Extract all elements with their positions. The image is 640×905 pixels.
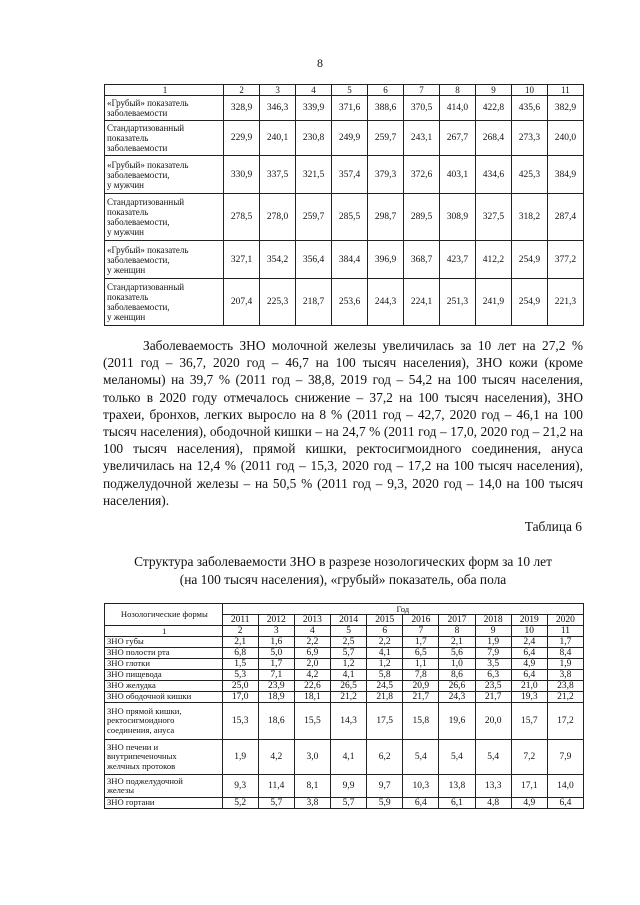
column-number-cell: 6	[368, 85, 404, 96]
row-label-line: заболеваемости	[107, 143, 168, 153]
value-cell: 207,4	[224, 279, 260, 326]
value-cell: 21,2	[547, 692, 583, 703]
value-cell: 20,9	[403, 681, 439, 692]
row-label-line: заболеваемости,	[107, 254, 170, 265]
value-cell: 5,7	[331, 798, 367, 809]
value-cell: 23,9	[258, 681, 294, 692]
row-label-line: заболеваемости,	[107, 169, 170, 180]
value-cell: 4,8	[475, 798, 511, 809]
row-label	[105, 194, 224, 241]
header-row	[105, 604, 584, 615]
value-cell: 285,5	[332, 194, 368, 241]
form-label	[105, 692, 223, 703]
value-cell: 1,7	[403, 637, 439, 648]
value-cell: 254,9	[511, 241, 547, 279]
year-cell: 2013	[294, 615, 330, 626]
row-label	[105, 96, 224, 121]
value-cell: 21,8	[367, 692, 403, 703]
value-cell: 5,6	[439, 648, 475, 659]
value-cell: 230,8	[296, 121, 332, 156]
table-row	[105, 121, 584, 156]
column-number-cell: 10	[511, 626, 547, 637]
column-number-cell: 3	[260, 85, 296, 96]
value-cell: 2,4	[511, 637, 547, 648]
value-cell: 1,7	[547, 637, 583, 648]
value-cell: 354,2	[260, 241, 296, 279]
value-cell: 339,9	[296, 96, 332, 121]
year-cell: 2016	[403, 615, 439, 626]
year-cell: 2012	[258, 615, 294, 626]
paragraph-text: Заболеваемость ЗНО молочной железы увеличилась за 10 лет на 27,2 % (2011 год – 36,7, 2020 год – 46,7 на 100 тысяч населения), ЗНО кожи (кроме меланомы) на 39,7 % (2011 год – 38,8, 2019 год – 54,2 на 100 тысяч населения, только в 2020 году отмечалось снижение – 37,2 на 100 тысяч населения), ЗНО трахеи, бронхов, легких выросло на 8 % (2011 год – 42,7, 2020 год – 46,1 на 100 тысяч населения), ободочной кишки – на 24,7 % (2011 год – 17,0, 2020 год – 21,2 на 100 тысяч населения), прямой кишки, ректосигмоидного соединения, ануса увеличилась на 12,4 % (2011 год – 15,3, 2020 год – 17,2 на 100 тысяч населения), поджелудочной железы – на 50,5 % (2011 год – 9,3, 2020 год – 14,0 на 100 тысяч населения).	[103, 338, 583, 508]
row-label-line: ЗНО ободочной кишки	[107, 691, 192, 702]
column-number-cell: 2	[222, 626, 258, 637]
value-cell: 221,3	[547, 279, 583, 326]
row-label-line: ЗНО губы	[107, 636, 144, 647]
value-cell: 17,5	[367, 703, 403, 740]
form-label	[105, 703, 223, 740]
value-cell: 17,1	[511, 775, 547, 798]
row-label-line: ЗНО печени и	[107, 741, 159, 752]
header-row	[105, 85, 584, 96]
value-cell: 434,6	[475, 156, 511, 194]
value-cell: 267,7	[440, 121, 476, 156]
value-cell: 289,5	[404, 194, 440, 241]
value-cell: 425,3	[511, 156, 547, 194]
value-cell: 4,1	[331, 670, 367, 681]
row-label-line: ЗНО желудка	[107, 680, 156, 691]
value-cell: 382,9	[547, 96, 583, 121]
value-cell: 14,0	[547, 775, 583, 798]
form-label	[105, 648, 223, 659]
value-cell: 1,9	[222, 740, 258, 775]
value-cell: 5,0	[258, 648, 294, 659]
row-label-line: Стандартизованный	[107, 197, 185, 207]
value-cell: 229,9	[224, 121, 260, 156]
value-cell: 10,3	[403, 775, 439, 798]
value-cell: 423,7	[440, 241, 476, 279]
value-cell: 14,3	[331, 703, 367, 740]
value-cell: 8,6	[439, 670, 475, 681]
value-cell: 18,6	[258, 703, 294, 740]
value-cell: 19,6	[439, 703, 475, 740]
value-cell: 259,7	[296, 194, 332, 241]
row-label-line: ЗНО прямой кишки,	[107, 705, 182, 716]
row-label-line: Стандартизованный	[107, 282, 185, 292]
value-cell: 253,6	[332, 279, 368, 326]
table-row	[105, 703, 584, 740]
value-cell: 22,6	[294, 681, 330, 692]
form-label	[105, 637, 223, 648]
value-cell: 21,7	[475, 692, 511, 703]
value-cell: 7,1	[258, 670, 294, 681]
value-cell: 2,1	[439, 637, 475, 648]
value-cell: 2,2	[367, 637, 403, 648]
row-label-line: показатель	[107, 133, 149, 143]
value-cell: 4,1	[367, 648, 403, 659]
value-cell: 278,0	[260, 194, 296, 241]
value-cell: 17,0	[222, 692, 258, 703]
table-row	[105, 648, 584, 659]
value-cell: 23,5	[475, 681, 511, 692]
value-cell: 370,5	[404, 96, 440, 121]
value-cell: 6,2	[367, 740, 403, 775]
value-cell: 244,3	[368, 279, 404, 326]
value-cell: 337,5	[260, 156, 296, 194]
value-cell: 4,1	[331, 740, 367, 775]
value-cell: 327,5	[475, 194, 511, 241]
row-label-line: ЗНО пищевода	[107, 669, 162, 680]
value-cell: 5,4	[403, 740, 439, 775]
value-cell: 287,4	[547, 194, 583, 241]
column-number-cell: 1	[105, 626, 223, 637]
row-label-line: у мужчин	[107, 227, 144, 237]
value-cell: 24,3	[439, 692, 475, 703]
row-label-line: у женщин	[107, 264, 146, 275]
value-cell: 1,6	[258, 637, 294, 648]
value-cell: 240,0	[547, 121, 583, 156]
value-cell: 6,1	[439, 798, 475, 809]
value-cell: 21,7	[403, 692, 439, 703]
column-number-cell: 7	[404, 85, 440, 96]
column-number-cell: 11	[547, 626, 583, 637]
table-title-line-1: Структура заболеваемости ЗНО в разрезе нозологических форм за 10 лет	[134, 554, 552, 569]
year-cell: 2014	[331, 615, 367, 626]
column-number-cell: 9	[475, 85, 511, 96]
row-label-line: показатель	[107, 207, 149, 217]
value-cell: 357,4	[332, 156, 368, 194]
value-cell: 435,6	[511, 96, 547, 121]
value-cell: 6,5	[403, 648, 439, 659]
value-cell: 2,0	[294, 659, 330, 670]
column-number-cell: 1	[105, 85, 224, 96]
value-cell: 412,2	[475, 241, 511, 279]
value-cell: 6,9	[294, 648, 330, 659]
row-label-line: заболеваемости,	[107, 302, 170, 312]
value-cell: 1,0	[439, 659, 475, 670]
incidence-rates-table	[104, 84, 584, 326]
value-cell: 20,0	[475, 703, 511, 740]
value-cell: 327,1	[224, 241, 260, 279]
value-cell: 9,3	[222, 775, 258, 798]
table-row	[105, 670, 584, 681]
nosological-forms-table	[104, 603, 584, 809]
value-cell: 7,9	[547, 740, 583, 775]
row-label-line: ректосигмоидного	[107, 715, 175, 726]
value-cell: 8,4	[547, 648, 583, 659]
value-cell: 1,9	[547, 659, 583, 670]
value-cell: 2,1	[222, 637, 258, 648]
column-number-cell: 8	[440, 85, 476, 96]
value-cell: 3,5	[475, 659, 511, 670]
row-label-line: ЗНО гортани	[107, 797, 155, 808]
value-cell: 1,5	[222, 659, 258, 670]
value-cell: 308,9	[440, 194, 476, 241]
form-label	[105, 775, 223, 798]
value-cell: 15,3	[222, 703, 258, 740]
value-cell: 6,4	[547, 798, 583, 809]
value-cell: 8,1	[294, 775, 330, 798]
value-cell: 251,3	[440, 279, 476, 326]
value-cell: 298,7	[368, 194, 404, 241]
value-cell: 6,8	[222, 648, 258, 659]
form-label	[105, 670, 223, 681]
value-cell: 356,4	[296, 241, 332, 279]
value-cell: 414,0	[440, 96, 476, 121]
value-cell: 403,1	[440, 156, 476, 194]
value-cell: 384,9	[547, 156, 583, 194]
value-cell: 273,3	[511, 121, 547, 156]
value-cell: 13,3	[475, 775, 511, 798]
column-number-cell: 4	[296, 85, 332, 96]
value-cell: 259,7	[368, 121, 404, 156]
value-cell: 318,2	[511, 194, 547, 241]
row-label-line: ЗНО глотки	[107, 658, 150, 669]
value-cell: 225,3	[260, 279, 296, 326]
row-label-line: соединения, ануса	[107, 724, 175, 735]
row-label-line: заболеваемости,	[107, 217, 170, 227]
value-cell: 4,9	[511, 798, 547, 809]
value-cell: 26,6	[439, 681, 475, 692]
value-cell: 15,5	[294, 703, 330, 740]
value-cell: 17,2	[547, 703, 583, 740]
column-number-cell: 5	[331, 626, 367, 637]
row-label-line: у женщин	[107, 312, 146, 322]
value-cell: 243,1	[404, 121, 440, 156]
row-label-line: желчных протоков	[107, 760, 176, 771]
value-cell: 24,5	[367, 681, 403, 692]
value-cell: 396,9	[368, 241, 404, 279]
value-cell: 330,9	[224, 156, 260, 194]
value-cell: 377,2	[547, 241, 583, 279]
row-label-line: у мужчин	[107, 179, 144, 190]
value-cell: 1,2	[331, 659, 367, 670]
value-cell: 241,9	[475, 279, 511, 326]
column-number-cell: 8	[439, 626, 475, 637]
value-cell: 371,6	[332, 96, 368, 121]
value-cell: 5,2	[222, 798, 258, 809]
value-cell: 218,7	[296, 279, 332, 326]
row-label-line: ЗНО поджелудочной	[107, 775, 183, 786]
form-label	[105, 659, 223, 670]
value-cell: 2,2	[294, 637, 330, 648]
column-number-cell: 11	[547, 85, 583, 96]
page-number: 8	[317, 56, 323, 70]
table-row	[105, 637, 584, 648]
value-cell: 5,9	[367, 798, 403, 809]
value-cell: 4,9	[511, 659, 547, 670]
table-row	[105, 681, 584, 692]
row-label-line: внутрипеченочных	[107, 751, 177, 762]
value-cell: 21,2	[331, 692, 367, 703]
table-row	[105, 96, 584, 121]
value-cell: 21,0	[511, 681, 547, 692]
value-cell: 5,3	[222, 670, 258, 681]
row-label-line: Стандартизованный	[107, 123, 185, 133]
value-cell: 3,8	[547, 670, 583, 681]
row-label-line: заболеваемости	[107, 108, 168, 118]
forms-header-cell: Нозологические формы	[105, 604, 223, 626]
value-cell: 2,5	[331, 637, 367, 648]
value-cell: 268,4	[475, 121, 511, 156]
year-cell: 2017	[439, 615, 475, 626]
table-row	[105, 156, 584, 194]
year-cell: 2015	[367, 615, 403, 626]
value-cell: 4,2	[294, 670, 330, 681]
value-cell: 5,7	[258, 798, 294, 809]
table-row	[105, 740, 584, 775]
row-label-line: «Грубый» показатель	[107, 98, 189, 108]
year-cell: 2018	[475, 615, 511, 626]
value-cell: 6,3	[475, 670, 511, 681]
value-cell: 7,8	[403, 670, 439, 681]
value-cell: 13,8	[439, 775, 475, 798]
value-cell: 5,4	[475, 740, 511, 775]
column-number-cell: 9	[475, 626, 511, 637]
value-cell: 11,4	[258, 775, 294, 798]
value-cell: 15,7	[511, 703, 547, 740]
value-cell: 1,7	[258, 659, 294, 670]
value-cell: 6,4	[403, 798, 439, 809]
value-cell: 9,9	[331, 775, 367, 798]
row-label	[105, 279, 224, 326]
value-cell: 254,9	[511, 279, 547, 326]
value-cell: 422,8	[475, 96, 511, 121]
row-label-line: «Грубый» показатель	[107, 244, 189, 255]
form-label	[105, 740, 223, 775]
value-cell: 7,2	[511, 740, 547, 775]
body-paragraph	[103, 337, 583, 509]
value-cell: 321,5	[296, 156, 332, 194]
year-cell: 2019	[511, 615, 547, 626]
column-number-cell: 10	[511, 85, 547, 96]
table-title-line-2: (на 100 тысяч населения), «грубый» показатель, оба пола	[179, 572, 507, 587]
value-cell: 1,1	[403, 659, 439, 670]
row-label	[105, 241, 224, 279]
column-number-cell: 7	[403, 626, 439, 637]
table-row	[105, 194, 584, 241]
row-label-line: «Грубый» показатель	[107, 159, 189, 170]
value-cell: 3,0	[294, 740, 330, 775]
value-cell: 384,4	[332, 241, 368, 279]
value-cell: 3,8	[294, 798, 330, 809]
form-label	[105, 681, 223, 692]
table-row	[105, 775, 584, 798]
form-label	[105, 798, 223, 809]
value-cell: 18,1	[294, 692, 330, 703]
value-cell: 4,2	[258, 740, 294, 775]
table-row	[105, 241, 584, 279]
table-caption: Таблица 6	[524, 519, 582, 534]
value-cell: 249,9	[332, 121, 368, 156]
value-cell: 26,5	[331, 681, 367, 692]
value-cell: 23,8	[547, 681, 583, 692]
value-cell: 372,6	[404, 156, 440, 194]
value-cell: 5,7	[331, 648, 367, 659]
value-cell: 7,9	[475, 648, 511, 659]
table-row	[105, 659, 584, 670]
year-cell: 2011	[222, 615, 258, 626]
value-cell: 388,6	[368, 96, 404, 121]
value-cell: 5,4	[439, 740, 475, 775]
column-number-cell: 4	[294, 626, 330, 637]
value-cell: 6,4	[511, 670, 547, 681]
value-cell: 346,3	[260, 96, 296, 121]
row-label	[105, 121, 224, 156]
value-cell: 1,2	[367, 659, 403, 670]
column-number-cell: 5	[332, 85, 368, 96]
value-cell: 18,9	[258, 692, 294, 703]
value-cell: 224,1	[404, 279, 440, 326]
column-number-cell: 6	[367, 626, 403, 637]
table-row	[105, 692, 584, 703]
year-cell: 2020	[547, 615, 583, 626]
table-row	[105, 798, 584, 809]
value-cell: 9,7	[367, 775, 403, 798]
table-row	[105, 279, 584, 326]
column-number-cell: 2	[224, 85, 260, 96]
value-cell: 25,0	[222, 681, 258, 692]
value-cell: 5,8	[367, 670, 403, 681]
value-cell: 1,9	[475, 637, 511, 648]
value-cell: 240,1	[260, 121, 296, 156]
value-cell: 379,3	[368, 156, 404, 194]
year-header-cell: Год	[222, 604, 583, 615]
value-cell: 15,8	[403, 703, 439, 740]
row-label	[105, 156, 224, 194]
column-numbers-row	[105, 626, 584, 637]
table-title	[100, 553, 586, 589]
value-cell: 368,7	[404, 241, 440, 279]
row-label-line: железы	[107, 785, 135, 795]
value-cell: 278,5	[224, 194, 260, 241]
value-cell: 6,4	[511, 648, 547, 659]
value-cell: 19,3	[511, 692, 547, 703]
value-cell: 328,9	[224, 96, 260, 121]
column-number-cell: 3	[258, 626, 294, 637]
row-label-line: ЗНО полости рта	[107, 647, 170, 658]
row-label-line: показатель	[107, 292, 149, 302]
